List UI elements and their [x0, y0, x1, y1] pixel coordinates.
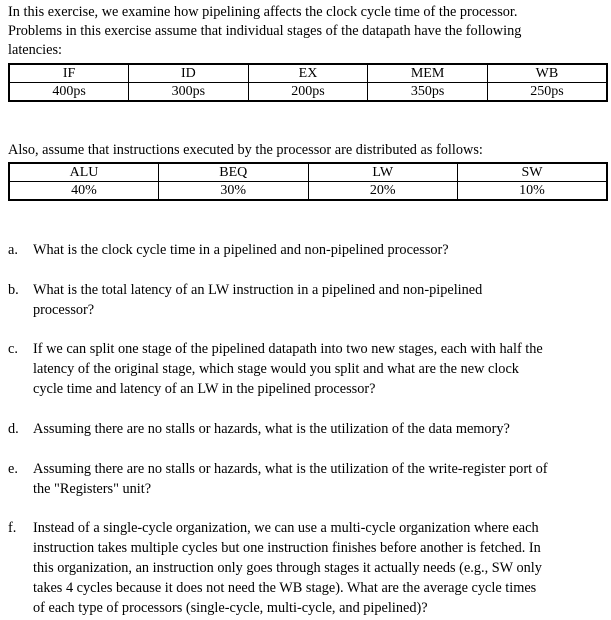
question-letter: f.: [8, 520, 17, 536]
table-header-cell: ID: [129, 64, 249, 83]
instruction-mix-intro: Also, assume that instructions executed by the processor are distributed as follows:: [8, 142, 483, 158]
intro-line: Problems in this exercise assume that individual stages of the datapath have the following: [8, 23, 522, 39]
question-line: If we can split one stage of the pipelined datapath into two new stages, each with half the: [33, 341, 543, 357]
question-line: Instead of a single-cycle organization, we can use a multi-cycle organization where each: [33, 520, 539, 536]
table-header-cell: SW: [458, 163, 608, 182]
table-cell: 10%: [458, 182, 608, 201]
stage-latency-table: [8, 63, 608, 102]
table-cell: 300ps: [129, 83, 249, 102]
question-line: What is the total latency of an LW instruction in a pipelined and non-pipelined: [33, 282, 483, 298]
table-cell: 250ps: [487, 83, 607, 102]
question-line: takes 4 cycles because it does not need the WB stage). What are the average cycle times: [33, 580, 537, 596]
table-header-cell: BEQ: [159, 163, 309, 182]
table-cell: 200ps: [248, 83, 368, 102]
table-header-cell: LW: [308, 163, 458, 182]
question-letter: c.: [8, 341, 18, 357]
table-cell: 20%: [308, 182, 458, 201]
question-b: [8, 280, 610, 320]
question-letter: a.: [8, 242, 18, 258]
table-cell: 30%: [159, 182, 309, 201]
table-header-cell: ALU: [9, 163, 159, 182]
intro-paragraph: [8, 3, 608, 60]
question-text: [33, 518, 610, 618]
table-header-cell: MEM: [368, 64, 488, 83]
table-cell: 400ps: [9, 83, 129, 102]
question-letter: d.: [8, 421, 19, 437]
table-header-cell: WB: [487, 64, 607, 83]
question-line: of each type of processors (single-cycle, multi-cycle, and pipelined)?: [33, 600, 428, 616]
question-line: latency of the original stage, which stage would you split and what are the new clock: [33, 361, 519, 377]
table-cell: 350ps: [368, 83, 488, 102]
question-line: Assuming there are no stalls or hazards, what is the utilization of the write-register port of: [33, 461, 548, 477]
question-f: [8, 518, 610, 618]
question-line: cycle time and latency of an LW in the pipelined processor?: [33, 381, 376, 397]
table-header-cell: IF: [9, 64, 129, 83]
question-e: [8, 459, 610, 499]
question-c: [8, 339, 610, 399]
intro-line: latencies:: [8, 42, 62, 58]
question-text: [33, 459, 610, 499]
question-text: [33, 240, 610, 260]
question-letter: e.: [8, 461, 18, 477]
question-text: [33, 280, 610, 320]
question-line: What is the clock cycle time in a pipelined and non-pipelined processor?: [33, 242, 449, 258]
question-text: [33, 419, 610, 439]
question-line: instruction takes multiple cycles but one instruction finishes before another is fetched. In: [33, 540, 541, 556]
question-line: processor?: [33, 302, 95, 318]
question-line: Assuming there are no stalls or hazards, what is the utilization of the data memory?: [33, 421, 510, 437]
question-line: this organization, an instruction only goes through stages it actually needs (e.g., SW only: [33, 560, 542, 576]
table-header-cell: EX: [248, 64, 368, 83]
question-line: the "Registers" unit?: [33, 481, 152, 497]
question-letter: b.: [8, 282, 19, 298]
question-a: [8, 240, 610, 260]
question-d: [8, 419, 610, 439]
table-cell: 40%: [9, 182, 159, 201]
question-text: [33, 339, 610, 399]
intro-line: In this exercise, we examine how pipelining affects the clock cycle time of the processor.: [8, 4, 518, 20]
instruction-mix-table: [8, 162, 608, 201]
